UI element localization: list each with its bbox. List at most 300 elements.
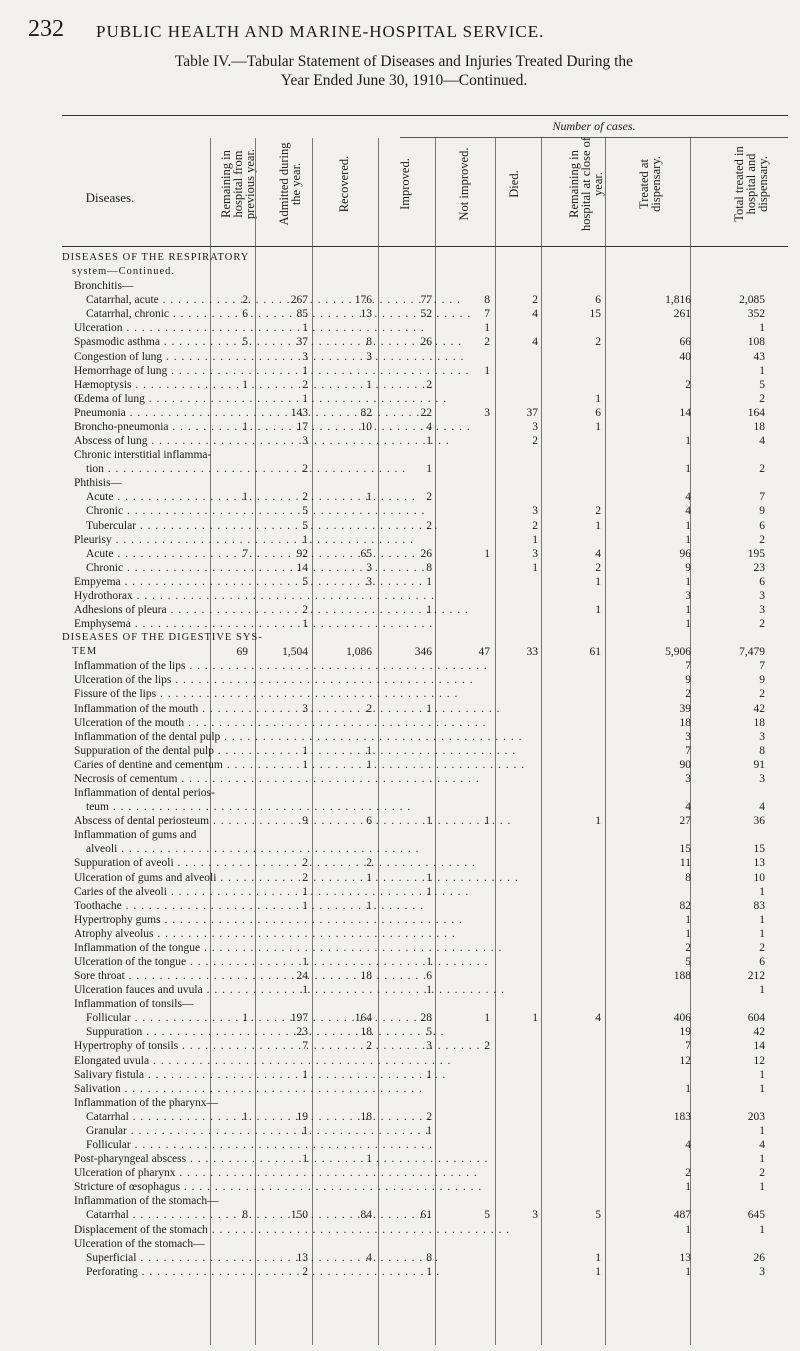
table-row: [0, 1181, 800, 1193]
disease-label: Necrosis of cementum . . .: [74, 773, 208, 785]
cell-col-4: 2: [426, 519, 432, 532]
table-row: [0, 829, 800, 841]
cell-col-2: 267: [290, 294, 308, 307]
column-header-4: Improved.: [398, 158, 412, 210]
cell-col-3: 82: [360, 406, 372, 419]
cell-col-8: 4: [685, 505, 691, 518]
disease-label: Ulceration of the mouth . . .: [74, 717, 208, 729]
cell-col-2: 1: [302, 956, 308, 968]
cell-col-8: 3: [685, 730, 691, 743]
disease-label: Superficial . . .: [86, 1252, 208, 1264]
cell-col-8: 4: [685, 491, 691, 504]
cell-col-9: 164: [747, 406, 765, 419]
cell-col-7: 6: [595, 294, 601, 307]
cell-col-3: 2: [366, 1040, 372, 1053]
cell-col-2: 1: [302, 533, 308, 546]
cell-col-4: 346: [414, 646, 432, 659]
table-row: [0, 1012, 800, 1024]
cell-col-7: 1: [595, 1251, 601, 1264]
table-row: [0, 872, 800, 884]
column-header-1: Remaining in hospital from previous year.: [219, 148, 257, 220]
cell-col-8: 9: [685, 674, 691, 687]
table-row: [0, 1097, 800, 1109]
table-row: [0, 618, 800, 630]
cell-col-4: 1: [426, 956, 432, 968]
cell-col-2: 13: [296, 1251, 308, 1264]
cell-col-3: 2: [366, 702, 372, 715]
cell-col-4: 2: [426, 1110, 432, 1123]
table-row: [0, 1153, 800, 1165]
cell-col-9: 2: [759, 392, 765, 405]
cell-col-1: 1: [242, 420, 248, 433]
table-row: [0, 1209, 800, 1221]
cell-col-8: 1,816: [665, 294, 691, 307]
cell-col-4: 6: [426, 970, 432, 983]
table-row: [0, 900, 800, 912]
cell-col-9: 23: [753, 561, 765, 574]
cell-col-2: 14: [296, 561, 308, 574]
cell-col-2: 1: [302, 322, 308, 335]
cell-col-9: 1: [759, 1068, 765, 1081]
cell-col-8: 1: [685, 1265, 691, 1278]
cell-col-4: 1: [426, 1265, 432, 1278]
disease-label: Pleurisy . . .: [74, 534, 208, 546]
cell-col-9: 1: [759, 1223, 765, 1236]
disease-label: Catarrhal, chronic . . .: [86, 308, 208, 320]
disease-label: Hemorrhage of lung . . .: [74, 365, 208, 377]
cell-col-9: 1: [759, 927, 765, 940]
cell-col-7: 1: [595, 604, 601, 616]
table-row: [0, 857, 800, 869]
table-row: [0, 745, 800, 757]
cell-col-9: 18: [753, 420, 765, 433]
cell-col-8: 1: [685, 463, 691, 476]
disease-label: Hydrothorax . . .: [74, 590, 208, 602]
disease-label: Broncho-pneumonia . . .: [74, 421, 208, 433]
disease-label: Sore throat . . .: [74, 970, 208, 982]
disease-label: Perforating . . .: [86, 1266, 208, 1278]
cell-col-2: 1: [302, 392, 308, 405]
cell-col-2: 1: [302, 364, 308, 377]
cell-col-8: 1: [685, 927, 691, 940]
table-row: [0, 801, 800, 813]
cell-col-3: 3: [366, 350, 372, 363]
cell-col-4: 1: [426, 871, 432, 884]
cell-col-3: 65: [360, 547, 372, 560]
cell-col-6: 1: [532, 561, 538, 574]
cell-col-8: 1: [685, 618, 691, 631]
cell-col-2: 2: [302, 857, 308, 870]
table-row: [0, 815, 800, 827]
cell-col-4: 22: [420, 406, 432, 419]
cell-col-1: 1: [242, 378, 248, 391]
disease-label: system—Continued.: [72, 266, 176, 278]
cell-col-8: 3: [685, 772, 691, 785]
cell-col-9: 1: [759, 984, 765, 997]
disease-label: Ulceration of the lips . . .: [74, 674, 208, 686]
cell-col-7: 61: [589, 646, 601, 659]
disease-label: teum . . .: [86, 801, 208, 813]
disease-label: Salivary fistula . . .: [74, 1069, 208, 1081]
cell-col-2: 143: [290, 406, 308, 419]
cell-col-9: 10: [753, 871, 765, 884]
table-row: [0, 674, 800, 686]
cell-col-2: 9: [302, 815, 308, 828]
disease-label: Spasmodic asthma . . .: [74, 336, 208, 348]
cell-col-4: 26: [420, 547, 432, 560]
cell-col-4: 1: [426, 435, 432, 448]
cell-col-9: 4: [759, 435, 765, 448]
disease-label: Suppuration of the dental pulp . . .: [74, 745, 208, 757]
cell-col-4: 61: [420, 1209, 432, 1222]
cell-col-2: 19: [296, 1110, 308, 1123]
table-row: [0, 421, 800, 433]
table-row: [0, 646, 800, 658]
table-row: [0, 942, 800, 954]
cell-col-8: 7: [685, 1040, 691, 1053]
cell-col-9: 1: [759, 1082, 765, 1095]
cell-col-6: 1: [532, 533, 538, 546]
cell-col-6: 2: [532, 519, 538, 532]
cell-col-1: 5: [242, 336, 248, 349]
cell-col-6: 1: [532, 1012, 538, 1025]
disease-label: Acute . . .: [86, 491, 208, 503]
disease-label: Inflammation of the dental pulp . . .: [74, 731, 208, 743]
table-title-line-2: Year Ended June 30, 1910—Continued.: [280, 72, 528, 89]
disease-label: DISEASES OF THE RESPIRATORY: [62, 252, 250, 263]
cell-col-2: 1,504: [282, 646, 308, 659]
cell-col-9: 352: [747, 308, 765, 321]
table-row: [0, 632, 800, 644]
header-bottom-rule: [62, 246, 788, 247]
table-top-rule: [62, 115, 788, 116]
cell-col-6: 4: [532, 336, 538, 349]
cell-col-3: 1: [366, 744, 372, 757]
cell-col-9: 2: [759, 463, 765, 476]
cell-col-9: 3: [759, 772, 765, 785]
table-row: [0, 322, 800, 334]
table-row: [0, 477, 800, 489]
page-number: 232: [28, 16, 64, 42]
table-row: [0, 1040, 800, 1052]
cell-col-9: 1: [759, 885, 765, 898]
cell-col-3: 10: [360, 420, 372, 433]
disease-label: Tubercular . . .: [86, 520, 208, 532]
cell-col-5: 1: [484, 1012, 490, 1025]
table-row: [0, 280, 800, 292]
cell-col-2: 150: [290, 1209, 308, 1222]
disease-label: Hæmoptysis . . .: [74, 379, 208, 391]
cell-col-4: 1: [426, 604, 432, 616]
table-row: [0, 773, 800, 785]
table-row: [0, 1083, 800, 1095]
disease-label: TEM: [72, 646, 98, 658]
cell-col-6: 2: [532, 294, 538, 307]
cell-col-3: 8: [366, 336, 372, 349]
cell-col-8: 82: [679, 899, 691, 912]
cell-col-2: 3: [302, 435, 308, 448]
cell-col-4: 77: [420, 294, 432, 307]
cell-col-8: 261: [673, 308, 691, 321]
column-header-8: Treated at dispensary.: [637, 156, 663, 212]
cell-col-3: 1: [366, 899, 372, 912]
cell-col-8: 183: [673, 1110, 691, 1123]
cell-col-2: 2: [302, 378, 308, 391]
cell-col-3: 1: [366, 758, 372, 771]
table-row: [0, 407, 800, 419]
column-header-2: Admitted during the year.: [277, 142, 303, 226]
disease-label: Inflammation of gums and: [74, 829, 197, 842]
table-row: [0, 688, 800, 700]
cell-col-2: 5: [302, 519, 308, 532]
cell-col-9: 6: [759, 575, 765, 588]
cell-col-2: 3: [302, 702, 308, 715]
cell-col-1: 1: [242, 1110, 248, 1123]
cell-col-9: 42: [753, 702, 765, 715]
disease-label: Suppuration of aveoli . . .: [74, 857, 208, 869]
cell-col-3: 2: [366, 857, 372, 870]
table-row: [0, 956, 800, 968]
cell-col-9: 15: [753, 843, 765, 856]
cell-col-8: 1: [685, 1223, 691, 1236]
cell-col-3: 18: [360, 1026, 372, 1039]
cell-col-3: 1,086: [346, 646, 372, 659]
column-header-6: Died.: [507, 170, 521, 198]
cell-col-5: 2: [484, 336, 490, 349]
cell-col-6: 2: [532, 435, 538, 448]
cell-col-8: 5,906: [665, 646, 691, 659]
cell-col-4: 1: [426, 984, 432, 997]
cell-col-9: 3: [759, 604, 765, 616]
cell-col-2: 17: [296, 420, 308, 433]
cell-col-8: 2: [685, 378, 691, 391]
cell-col-9: 212: [747, 970, 765, 983]
cell-col-4: 1: [426, 815, 432, 828]
table-row: [0, 491, 800, 503]
disease-label: Hypertrophy of tonsils . . .: [74, 1040, 208, 1052]
disease-label: Emphysema . . .: [74, 618, 208, 630]
disease-label: Acute . . .: [86, 548, 208, 560]
disease-label: Post-pharyngeal abscess . . .: [74, 1153, 208, 1165]
cell-col-8: 1: [685, 604, 691, 616]
cell-col-3: 18: [360, 1110, 372, 1123]
cell-col-5: 5: [484, 1209, 490, 1222]
disease-label: Caries of dentine and cementum . . .: [74, 759, 208, 771]
cell-col-3: 1: [366, 1153, 372, 1166]
cell-col-9: 7: [759, 491, 765, 504]
table-row: [0, 1125, 800, 1137]
table-title-line-1: Table IV.—Tabular Statement of Diseases and Injuries Treated During the: [174, 53, 634, 70]
disease-label: Fissure of the lips . . .: [74, 688, 208, 700]
cell-col-2: 2: [302, 463, 308, 476]
cell-col-9: 2: [759, 688, 765, 701]
cell-col-7: 2: [595, 505, 601, 518]
cell-col-4: 8: [426, 1251, 432, 1264]
disease-label: Follicular . . .: [86, 1139, 208, 1151]
cell-col-9: 83: [753, 899, 765, 912]
disease-label: Abscess of dental periosteum . . .: [74, 815, 208, 827]
cell-col-3: 84: [360, 1209, 372, 1222]
cell-col-8: 19: [679, 1026, 691, 1039]
disease-label: Ulceration of gums and alveoli . . .: [74, 872, 208, 884]
table-row: [0, 1195, 800, 1207]
cell-col-2: 1: [302, 744, 308, 757]
cell-col-7: 15: [589, 308, 601, 321]
cell-col-2: 85: [296, 308, 308, 321]
cell-col-8: 1: [685, 519, 691, 532]
cell-col-3: 3: [366, 575, 372, 588]
cell-col-9: 14: [753, 1040, 765, 1053]
disease-label: Œdema of lung . . .: [74, 393, 208, 405]
cell-col-6: 3: [532, 547, 538, 560]
cell-col-8: 5: [685, 956, 691, 968]
cell-col-2: 3: [302, 350, 308, 363]
disease-label: Salivation . . .: [74, 1083, 208, 1095]
cell-col-8: 1: [685, 575, 691, 588]
cell-col-4: 1: [426, 463, 432, 476]
cell-col-3: 1: [366, 491, 372, 504]
cell-col-6: 37: [526, 406, 538, 419]
cell-col-9: 1: [759, 322, 765, 335]
cell-col-8: 14: [679, 406, 691, 419]
table-row: [0, 886, 800, 898]
cell-col-8: 3: [685, 589, 691, 602]
disease-label: Inflammation of tonsils—: [74, 998, 194, 1011]
cell-col-7: 5: [595, 1209, 601, 1222]
cell-col-7: 4: [595, 547, 601, 560]
cell-col-3: 164: [354, 1012, 372, 1025]
disease-label: Ulceration of pharynx . . .: [74, 1167, 208, 1179]
cell-col-3: 3: [366, 561, 372, 574]
cell-col-1: 7: [242, 547, 248, 560]
disease-label: tion . . .: [86, 463, 208, 475]
table-row: [0, 1224, 800, 1236]
cell-col-8: 18: [679, 716, 691, 729]
cell-col-8: 96: [679, 547, 691, 560]
cell-col-8: 7: [685, 744, 691, 757]
cell-col-1: 1: [242, 1012, 248, 1025]
cell-col-9: 13: [753, 857, 765, 870]
cell-col-9: 36: [753, 815, 765, 828]
cell-col-9: 1: [759, 1181, 765, 1194]
cell-col-8: 2: [685, 1167, 691, 1180]
cell-col-8: 39: [679, 702, 691, 715]
cell-col-2: 2: [302, 1265, 308, 1278]
disease-label: Stricture of œsophagus . . .: [74, 1181, 208, 1193]
cell-col-2: 1: [302, 758, 308, 771]
disease-label: Chronic . . .: [86, 505, 208, 517]
column-header-9: Total treated in hospital and dispensary.: [732, 146, 770, 222]
disease-label: Catarrhal, acute . . .: [86, 294, 208, 306]
page-header: [28, 16, 788, 46]
table-row: [0, 1266, 800, 1278]
table-row: [0, 1238, 800, 1250]
cell-col-9: 3: [759, 730, 765, 743]
table-row: [0, 843, 800, 855]
table-row: [0, 759, 800, 771]
cell-col-5: 7: [484, 308, 490, 321]
disease-label: Granular . . .: [86, 1125, 208, 1137]
table-row: [0, 928, 800, 940]
cell-col-5: 1: [484, 815, 490, 828]
cell-col-9: 604: [747, 1012, 765, 1025]
column-header-7: Remaining in hospital at close of year.: [567, 136, 605, 232]
cell-col-7: 2: [595, 561, 601, 574]
disease-label: Inflammation of the mouth . . .: [74, 703, 208, 715]
table-row: [0, 703, 800, 715]
cell-col-4: 52: [420, 308, 432, 321]
cell-col-9: 108: [747, 336, 765, 349]
cell-col-2: 5: [302, 505, 308, 518]
disease-label: Inflammation of the tongue . . .: [74, 942, 208, 954]
table-row: [0, 717, 800, 729]
table-row: [0, 294, 800, 306]
cell-col-9: 195: [747, 547, 765, 560]
cell-col-7: 4: [595, 1012, 601, 1025]
disease-label: Phthisis—: [74, 477, 122, 490]
table-row: [0, 562, 800, 574]
cell-col-9: 2: [759, 941, 765, 954]
disease-label: Catarrhal . . .: [86, 1111, 208, 1123]
column-header-3: Recovered.: [337, 155, 351, 213]
cell-col-6: 4: [532, 308, 538, 321]
disease-label: Follicular . . .: [86, 1012, 208, 1024]
column-header-5: Not improved.: [457, 147, 471, 221]
cell-col-7: 1: [595, 575, 601, 588]
cell-col-7: 1: [595, 420, 601, 433]
cell-col-4: 3: [426, 1040, 432, 1053]
cell-col-8: 1: [685, 1181, 691, 1194]
cell-col-9: 6: [759, 519, 765, 532]
disease-label: DISEASES OF THE DIGESTIVE SYS-: [62, 632, 263, 644]
cell-col-2: 1: [302, 1124, 308, 1137]
table-row: [0, 449, 800, 461]
disease-label: Bronchitis—: [74, 280, 134, 293]
cell-col-2: 2: [302, 491, 308, 504]
cell-col-5: 47: [478, 646, 490, 659]
table-row: [0, 787, 800, 799]
cell-col-4: 8: [426, 561, 432, 574]
cell-col-9: 18: [753, 716, 765, 729]
cell-col-3: 18: [360, 970, 372, 983]
cell-col-1: 8: [242, 1209, 248, 1222]
cell-col-9: 645: [747, 1209, 765, 1222]
table-row: [0, 351, 800, 363]
cell-col-1: 69: [236, 646, 248, 659]
table-row: [0, 984, 800, 996]
cell-col-7: 1: [595, 519, 601, 532]
cell-col-1: 6: [242, 308, 248, 321]
table-row: [0, 435, 800, 447]
table-row: [0, 534, 800, 546]
cell-col-2: 1: [302, 885, 308, 898]
table-row: [0, 660, 800, 672]
cell-col-2: 5: [302, 575, 308, 588]
disease-label: Toothache . . .: [74, 900, 208, 912]
cell-col-8: 12: [679, 1054, 691, 1067]
cell-col-8: 4: [685, 801, 691, 814]
cell-col-9: 1: [759, 913, 765, 926]
cell-col-9: 43: [753, 350, 765, 363]
cell-col-8: 66: [679, 336, 691, 349]
cell-col-8: 40: [679, 350, 691, 363]
table-row: [0, 505, 800, 517]
cell-col-4: 1: [426, 1068, 432, 1081]
cell-col-3: 13: [360, 308, 372, 321]
cell-col-8: 188: [673, 970, 691, 983]
cell-col-9: 2: [759, 618, 765, 631]
table-row: [0, 604, 800, 616]
